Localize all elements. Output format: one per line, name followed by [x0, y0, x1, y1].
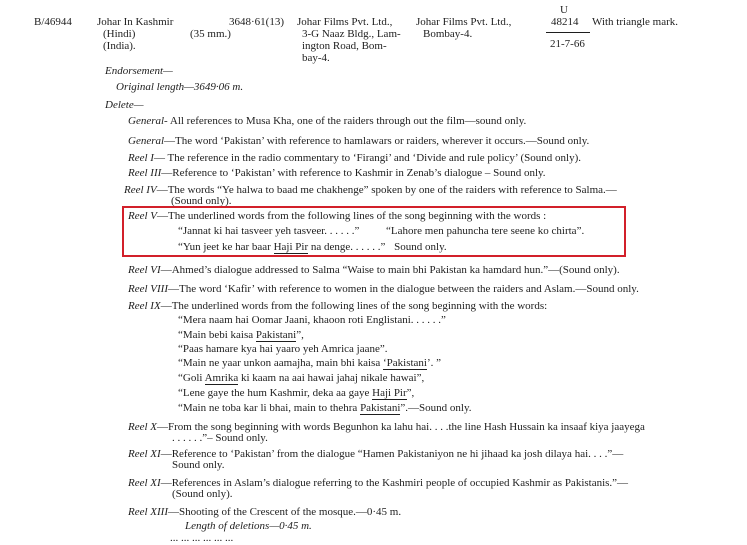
quote-text: “Mera naam hai Oomar Jaani, khaoon roti Englistani. . . . . .” [178, 314, 446, 326]
reel-9-quote [178, 342, 388, 356]
film-country: (India). [103, 40, 136, 52]
entry-label: Reel XI [128, 448, 161, 460]
reel-5-quote-1a: “Jannat ki hai tasveer yeh tasveer. . . . . .” [178, 225, 360, 237]
reel-5-quote-1b: “Lahore men pahuncha tere seene ko chirta”. [386, 225, 585, 237]
entry-reel-11b-cont: (Sound only). [172, 488, 233, 500]
film-title-line1: Johar In Kashmir [97, 16, 174, 28]
entry-label: Reel I [128, 152, 154, 164]
entry-label: Reel X [128, 421, 158, 433]
entry-label: Reel XI [128, 477, 161, 489]
quote-text: ki kaam na aai hawai jahaj nikale hawai”, [240, 372, 425, 384]
certificate-serial: 48214 [551, 16, 579, 28]
applicant-line2: 3-G Naaz Bldg., Lam- [302, 28, 401, 40]
entry-text: —From the song beginning with words Begunhon ka lahu hai. . . .the line Hash Hussain ka insaaf kiya jaayega [157, 421, 645, 433]
entry-text: —Reference to ‘Pakistan’ with reference to Kashmir in Zenab’s dialogue – Sound only. [161, 167, 546, 179]
quote-text: ”.—Sound only. [400, 402, 472, 414]
entry-text: —Ahmed’s dialogue addressed to Salma “Waise to main bhi Pakistan ka hamdard hun.”—(Sound only). [160, 264, 620, 276]
quote-tail: Sound only. [394, 241, 447, 253]
underlined-word: Haji Pir [372, 387, 407, 399]
applicant-line1: Johar Films Pvt. Ltd., [297, 16, 393, 28]
entry-reel-1 [128, 151, 581, 165]
reel-5-quote-2 [178, 240, 447, 254]
applicant-line3: ington Road, Bom- [302, 40, 387, 52]
original-length: Original length—3649·06 m. [116, 81, 244, 93]
underlined-word: ‘Pakistani [382, 357, 427, 369]
underlined-word: Haji Pir [273, 241, 309, 253]
entry-label: Reel VI [128, 264, 161, 276]
entry-reel-10-cont: . . . . . .”– Sound only. [172, 432, 268, 444]
entry-text: —Shooting of the Crescent of the mosque.—0·45 m. [168, 506, 402, 518]
entry-reel-9 [128, 299, 547, 313]
entry-label: Reel V [128, 210, 158, 222]
entry-label: Reel XIII [128, 506, 168, 518]
entry-text: —The words “Ye halwa to baad me chakhenge” spoken by one of the raiders with reference to Salma.— [156, 184, 617, 196]
certificate-type: U [560, 4, 568, 16]
quote-text: ”, [406, 387, 415, 399]
entry-text: —The word ‘Kafir’ with reference to women in the dialogue between the raiders and Aslam.—Sound only. [168, 283, 639, 295]
delete-heading: Delete— [105, 99, 144, 111]
certificate-remark: With triangle mark. [592, 16, 679, 28]
quote-text: “Main ne toba kar li bhai, main to thehra [178, 402, 358, 414]
film-gauge: (35 mm.) [190, 28, 231, 40]
entry-text: —Reference to ‘Pakistan’ from the dialogue “Hamen Pakistaniyon ne hi jihaad ka josh dilaya hai. . . .”— [160, 448, 624, 460]
quote-text: ”, [296, 329, 304, 341]
quote-text: “Yun jeet ke har baar [178, 241, 271, 253]
quote-text: “Main ne yaar unkon aamajha, main bhi kaisa [178, 357, 381, 369]
entry-label: Reel III [128, 167, 162, 179]
underlined-word: Amrika [204, 372, 239, 384]
entry-text: — The reference in the radio commentary to ‘Firangi’ and ‘Divide and rule policy’ (Sound only). [153, 152, 581, 164]
entry-general-2 [128, 134, 589, 148]
entry-label: Reel VIII [128, 283, 168, 295]
entry-reel-3 [128, 166, 546, 180]
length-of-deletions: Length of deletions—0·45 m. [185, 520, 312, 532]
entry-reel-5 [128, 209, 546, 223]
entry-text: —References in Aslam’s dialogue referring to the Kashmiri people of occupied Kashmir as Pakistanis.”— [160, 477, 629, 489]
certificate-number: B/46944 [34, 16, 72, 28]
entry-text: —The underlined words from the following lines of the song beginning with the words: [160, 300, 548, 312]
reel-9-quote [178, 371, 424, 385]
reel-9-quote [178, 401, 472, 415]
applicant-line4: bay-4. [302, 52, 330, 64]
entry-label: Reel IX [128, 300, 161, 312]
entry-label: General- [128, 115, 168, 127]
entry-text: —The word ‘Pakistan’ with reference to hamlawars or raiders, wherever it occurs.—Sound only. [164, 135, 590, 147]
entry-reel-13 [128, 505, 401, 519]
underlined-word: Pakistani [255, 329, 297, 341]
entry-reel-8 [128, 282, 639, 296]
film-language: (Hindi) [103, 28, 136, 40]
endorsement-heading: Endorsement— [105, 65, 173, 77]
quote-text: na denge. . . . . .” [310, 241, 386, 253]
quote-text: “Lene gaye the hum Kashmir, deka aa gaye [178, 387, 370, 399]
certificate-divider [546, 32, 590, 33]
producer-line2: Bombay-4. [423, 28, 473, 40]
certificate-date: 21-7-66 [550, 38, 585, 50]
reel-9-quote [178, 328, 304, 342]
quote-text: ’. ” [426, 357, 442, 369]
film-length: 3648·61(13) [229, 16, 284, 28]
quote-text: “Goli [178, 372, 203, 384]
entry-reel-11a-cont: Sound only. [172, 459, 225, 471]
entry-reel-6 [128, 263, 620, 277]
entry-text: All references to Musa Kha, one of the raiders through out the film—sound only. [169, 115, 527, 127]
entry-general-1 [128, 114, 526, 128]
underlined-word: Pakistani [360, 402, 401, 414]
reel-9-quote [178, 356, 441, 370]
cut-off-line: ... ... ... ... ... ... [170, 532, 234, 544]
quote-text: “Paas hamare kya hai yaaro yeh Amrica jaane”. [178, 343, 388, 355]
entry-reel-4-cont: (Sound only). [171, 195, 232, 207]
entry-label: Reel IV [124, 184, 157, 196]
quote-text: “Main bebi kaisa [178, 329, 254, 341]
entry-text: —The underlined words from the following lines of the song beginning with the words : [157, 210, 547, 222]
reel-9-quote [178, 313, 446, 327]
producer-line1: Johar Films Pvt. Ltd., [416, 16, 512, 28]
reel-9-quote [178, 386, 414, 400]
entry-label: General [128, 135, 165, 147]
